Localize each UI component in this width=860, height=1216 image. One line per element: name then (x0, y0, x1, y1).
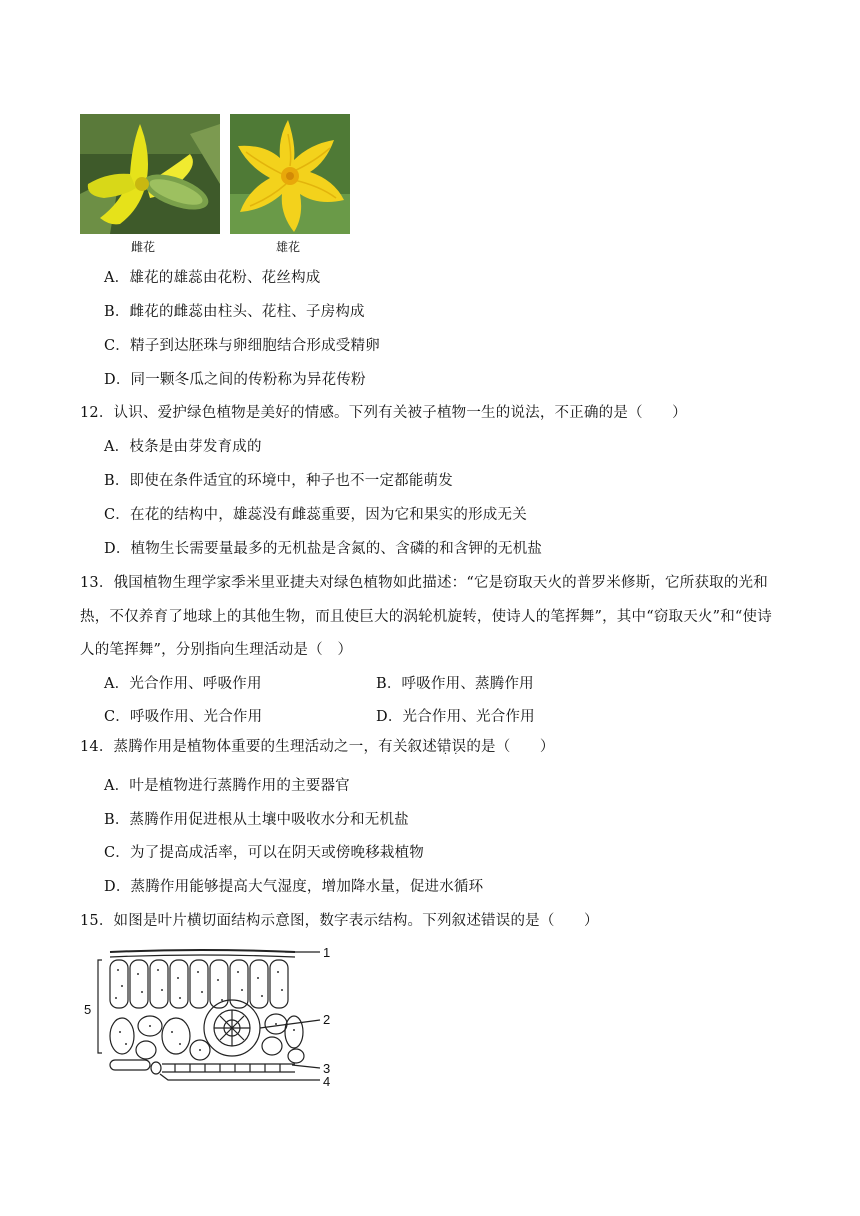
q13-stem-line3: 人的笔挥舞”，分别指向生理活动是（ ） (80, 642, 353, 658)
q14-stem (80, 737, 555, 757)
label-2: 2 (323, 1012, 331, 1027)
q11-option-d: D．同一颗冬瓜之间的传粉称为异花传粉 (104, 372, 366, 388)
q13-stem-line2: 热，不仅养育了地球上的其他生物，而且使巨大的涡轮机旋转，使诗人的笔挥舞”，其中“窃取天火”和“使诗 (80, 609, 772, 625)
leaf-cross-section-diagram (80, 940, 350, 1090)
q13-option-b: B．呼吸作用、蒸腾作用 (376, 676, 534, 692)
q14-stem-emphasis: 错误 · · (437, 739, 466, 755)
q14-option-b: B．蒸腾作用促进根从土壤中吸收水分和无机盐 (104, 812, 409, 828)
female-flower-caption: 雌花 (131, 240, 156, 254)
q14-option-d: D．蒸腾作用能够提高大气湿度，增加降水量，促进水循环 (104, 879, 484, 895)
q11-option-b: B．雌花的雌蕊由柱头、花柱、子房构成 (104, 304, 365, 320)
q13-option-a: A．光合作用、呼吸作用 (104, 676, 262, 692)
q12-option-b: B．即使在条件适宜的环境中，种子也不一定都能萌发 (104, 473, 453, 489)
q13-option-d: D．光合作用、光合作用 (376, 709, 535, 725)
q11-option-c: C．精子到达胚珠与卵细胞结合形成受精卵 (104, 338, 380, 354)
label-5: 5 (84, 1002, 92, 1017)
q14-option-a: A．叶是植物进行蒸腾作用的主要器官 (104, 778, 350, 794)
q11-option-a: A．雄花的雄蕊由花粉、花丝构成 (104, 270, 321, 286)
q14-stem-pre: 14．蒸腾作用是植物体重要的生理活动之一，有关叙述 (80, 739, 437, 755)
q12-stem: 12．认识、爱护绿色植物是美好的情感。下列有关被子植物一生的说法，不正确的是（ ） (80, 405, 687, 421)
q14-stem-post: 的是（ ） (466, 739, 555, 755)
q15-stem: 15．如图是叶片横切面结构示意图，数字表示结构。下列叙述错误的是（ ） (80, 913, 599, 929)
label-1: 1 (323, 945, 331, 960)
male-flower-photo (230, 114, 350, 234)
q12-option-a: A．枝条是由芽发育成的 (104, 439, 262, 455)
male-flower-caption: 雄花 (276, 240, 301, 254)
q12-option-c: C．在花的结构中，雄蕊没有雌蕊重要，因为它和果实的形成无关 (104, 507, 527, 523)
q14-option-c: C．为了提高成活率，可以在阴天或傍晚移栽植物 (104, 845, 424, 861)
q13-stem-line1: 13．俄国植物生理学家季米里亚捷夫对绿色植物如此描述：“它是窃取天火的普罗米修斯，它所获取的光和 (80, 575, 768, 591)
label-3: 3 (323, 1061, 331, 1076)
label-4: 4 (323, 1074, 331, 1089)
female-flower-photo (80, 114, 220, 234)
q13-option-c: C．呼吸作用、光合作用 (104, 709, 263, 725)
q12-option-d: D．植物生长需要量最多的无机盐是含氮的、含磷的和含钾的无机盐 (104, 541, 543, 557)
